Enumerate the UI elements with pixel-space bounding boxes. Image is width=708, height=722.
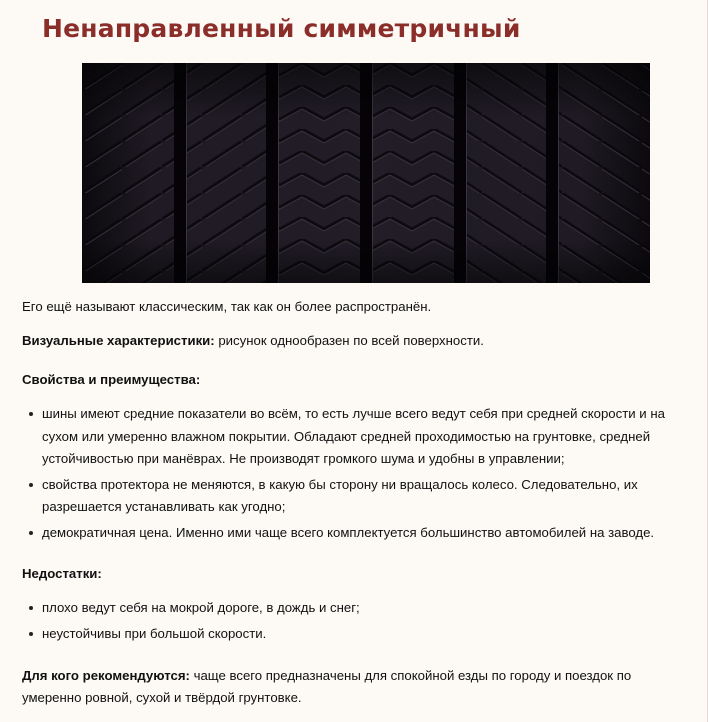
- list-item: неустойчивы при большой скорости.: [22, 623, 686, 646]
- tire-tread-illustration: [82, 63, 650, 283]
- cons-list: [22, 597, 686, 648]
- recommended-text: чаще всего предназначены для спокойной езды по городу и поездок по умеренно ровной, сухой и твёрдой грунтовке.: [22, 668, 632, 705]
- list-item: плохо ведут себя на мокрой дороге, в дождь и снег;: [22, 597, 686, 620]
- recommended-label: Для кого рекомендуются:: [22, 668, 190, 683]
- intro-paragraph: Его ещё называют классическим, так как он более распространён.: [22, 299, 432, 314]
- visual-text: рисунок однообразен по всей поверхности.: [214, 333, 484, 348]
- list-item: шины имеют средние показатели во всём, то есть лучше всего ведут себя при средней скорости и на сухом или умеренно влажном покрытии. Обладают средней проходимостью на грунтовке, средней устойчивостью при манёврах. Не производят громкого шума и удобны в управлении;: [22, 403, 686, 471]
- visual-label: Визуальные характеристики:: [22, 333, 215, 348]
- recommended-paragraph: [22, 665, 686, 709]
- visual-paragraph: [22, 330, 484, 352]
- page-title: Ненаправленный симметричный: [42, 14, 521, 43]
- list-item: демократичная цена. Именно ими чаще всего комплектуется большинство автомобилей на заводе.: [22, 522, 686, 545]
- cons-heading: Недостатки:: [22, 566, 102, 581]
- tire-tread-image: [82, 63, 650, 283]
- properties-heading: Свойства и преимущества:: [22, 372, 201, 387]
- list-item: свойства протектора не меняются, в какую бы сторону ни вращалось колесо. Следовательно, их разрешается устанавливать как угодно;: [22, 474, 686, 519]
- properties-list: [22, 403, 686, 547]
